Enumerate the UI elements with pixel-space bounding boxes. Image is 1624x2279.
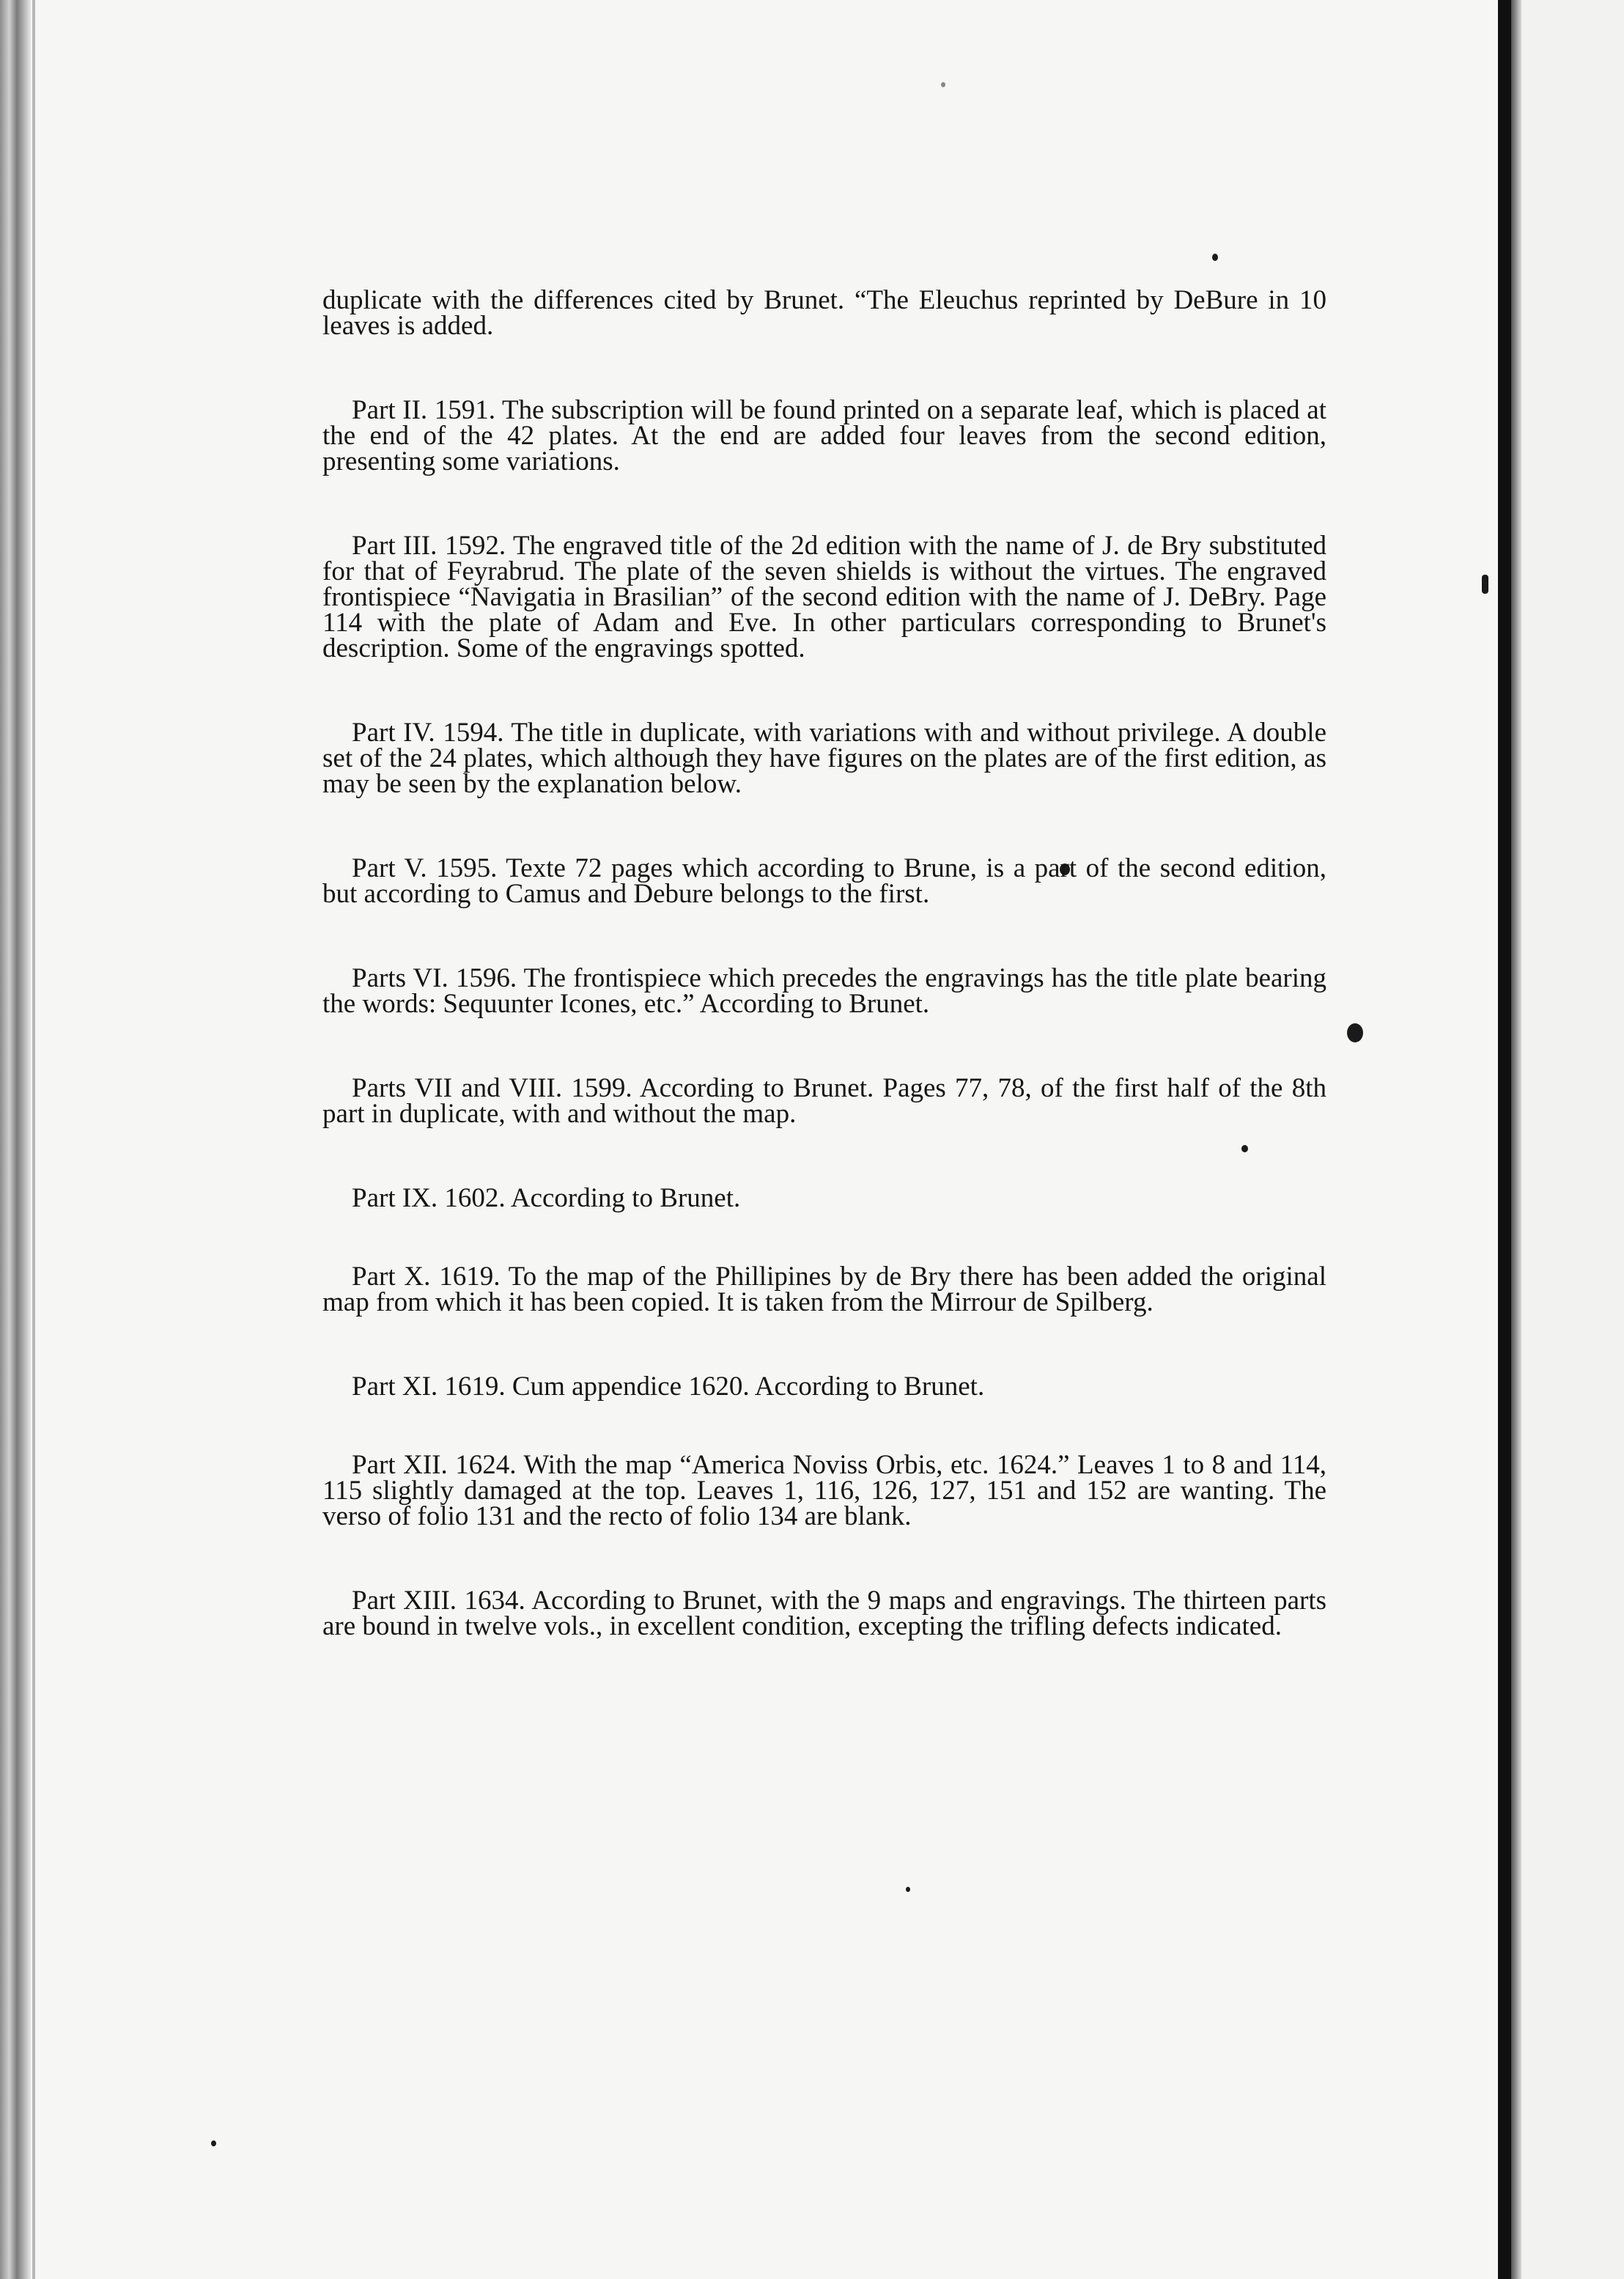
paragraph-text: 1602. According to Brunet. [444, 1183, 741, 1213]
ink-speck [906, 1887, 910, 1892]
part-label: Part III. [352, 531, 438, 561]
paragraph-text: 1596. The frontispiece which precedes the engravings has the title plate bearing the words: Sequunter Icones, etc.” According to Brunet. [322, 963, 1327, 1019]
part-label: Part II. [352, 395, 428, 425]
part-label: Part XI. [352, 1372, 438, 1402]
paragraph-part-x [322, 1264, 1326, 1315]
paragraph-part-xii [322, 1452, 1326, 1529]
paragraph-text: duplicate with the differences cited by Brunet. “The Eleuchus reprinted by DeBure in 10 leaves is added. [322, 285, 1326, 341]
paragraph-text: 1634. According to Brunet, with the 9 maps and engravings. The thirteen parts are bound in twelve vols., in excellent condition, excepting the trifling defects indicated. [322, 1586, 1326, 1641]
left-binding-line [32, 0, 35, 2279]
paragraph-part-v [322, 855, 1326, 907]
ink-speck [211, 2140, 216, 2146]
right-binding-shadow [1511, 0, 1521, 2279]
paragraph-part-vi [322, 965, 1326, 1017]
part-label: Parts VI. [352, 963, 449, 993]
paragraph-text: 1619. Cum appendice 1620. According to Brunet. [444, 1372, 985, 1402]
ink-speck [1212, 254, 1218, 261]
paragraph-part-xiii [322, 1588, 1326, 1639]
ink-speck [1347, 1023, 1363, 1042]
part-label: Part XIII. [352, 1586, 457, 1616]
page-text [322, 287, 1326, 1698]
paragraph-text: 1592. The engraved title of the 2d edition with the name of J. de Bry substituted for that of Feyrabrud. The plate of the seven shields is without the virtues. The engraved frontispiece “Navigatia in Brasilian” of the second edition with the name of J. DeBry. Page 114 with the plate of Adam and Eve. In other particulars corresponding to Brunet's description. Some of the engravings spotted. [322, 531, 1327, 663]
part-label: Part IV. [352, 718, 435, 748]
paragraph-text: 1595. Texte 72 pages which according to Brune, is a part of the second edition, but according to Camus and Debure belongs to the first. [322, 853, 1326, 909]
right-binding-edge [1498, 0, 1511, 2279]
paragraph-text: 1624. With the map “America Noviss Orbis, etc. 1624.” Leaves 1 to 8 and 114, 115 slightly damaged at the top. Leaves 1, 116, 126, 127, 151 and 152 are wanting. The verso of folio 131 and the recto of folio 134 are blank. [322, 1450, 1326, 1531]
paragraph-part-iii [322, 533, 1326, 661]
ink-speck [941, 82, 945, 87]
paragraph-text: 1599. According to Brunet. Pages 77, 78, of the first half of the 8th part in duplicate, with and without the map. [322, 1073, 1326, 1129]
part-label: Part IX. [352, 1183, 438, 1213]
paragraph-part-vii-viii [322, 1075, 1326, 1127]
paragraph-part-ii [322, 397, 1326, 474]
ink-speck [1482, 575, 1488, 594]
paragraph-part-ix [322, 1185, 1326, 1211]
part-label: Part V. [352, 853, 427, 883]
paragraph-part-xi [322, 1372, 1326, 1402]
paragraph-text: 1619. To the map of the Phillipines by de Bry there has been added the original map from which it has been copied. It is taken from the Mirrour de Spilberg. [322, 1262, 1326, 1317]
left-binding-edge [0, 0, 31, 2279]
part-label: Part X. [352, 1262, 431, 1292]
part-label: Parts VII and VIII. [352, 1073, 563, 1103]
paragraph-text: 1591. The subscription will be found printed on a separate leaf, which is placed at the end of the 42 plates. At the end are added four leaves from the second edition, presenting some variations. [322, 395, 1326, 476]
paragraph-text: 1594. The title in duplicate, with variations with and without privilege. A double set of the 24 plates, which although they have figures on the plates are of the first edition, as may be seen by the explanation below. [322, 718, 1327, 799]
part-label: Part XII. [352, 1450, 448, 1480]
adjacent-page-margin [1521, 0, 1624, 2279]
paragraph-continuation [322, 287, 1326, 339]
paragraph-part-iv [322, 720, 1326, 797]
